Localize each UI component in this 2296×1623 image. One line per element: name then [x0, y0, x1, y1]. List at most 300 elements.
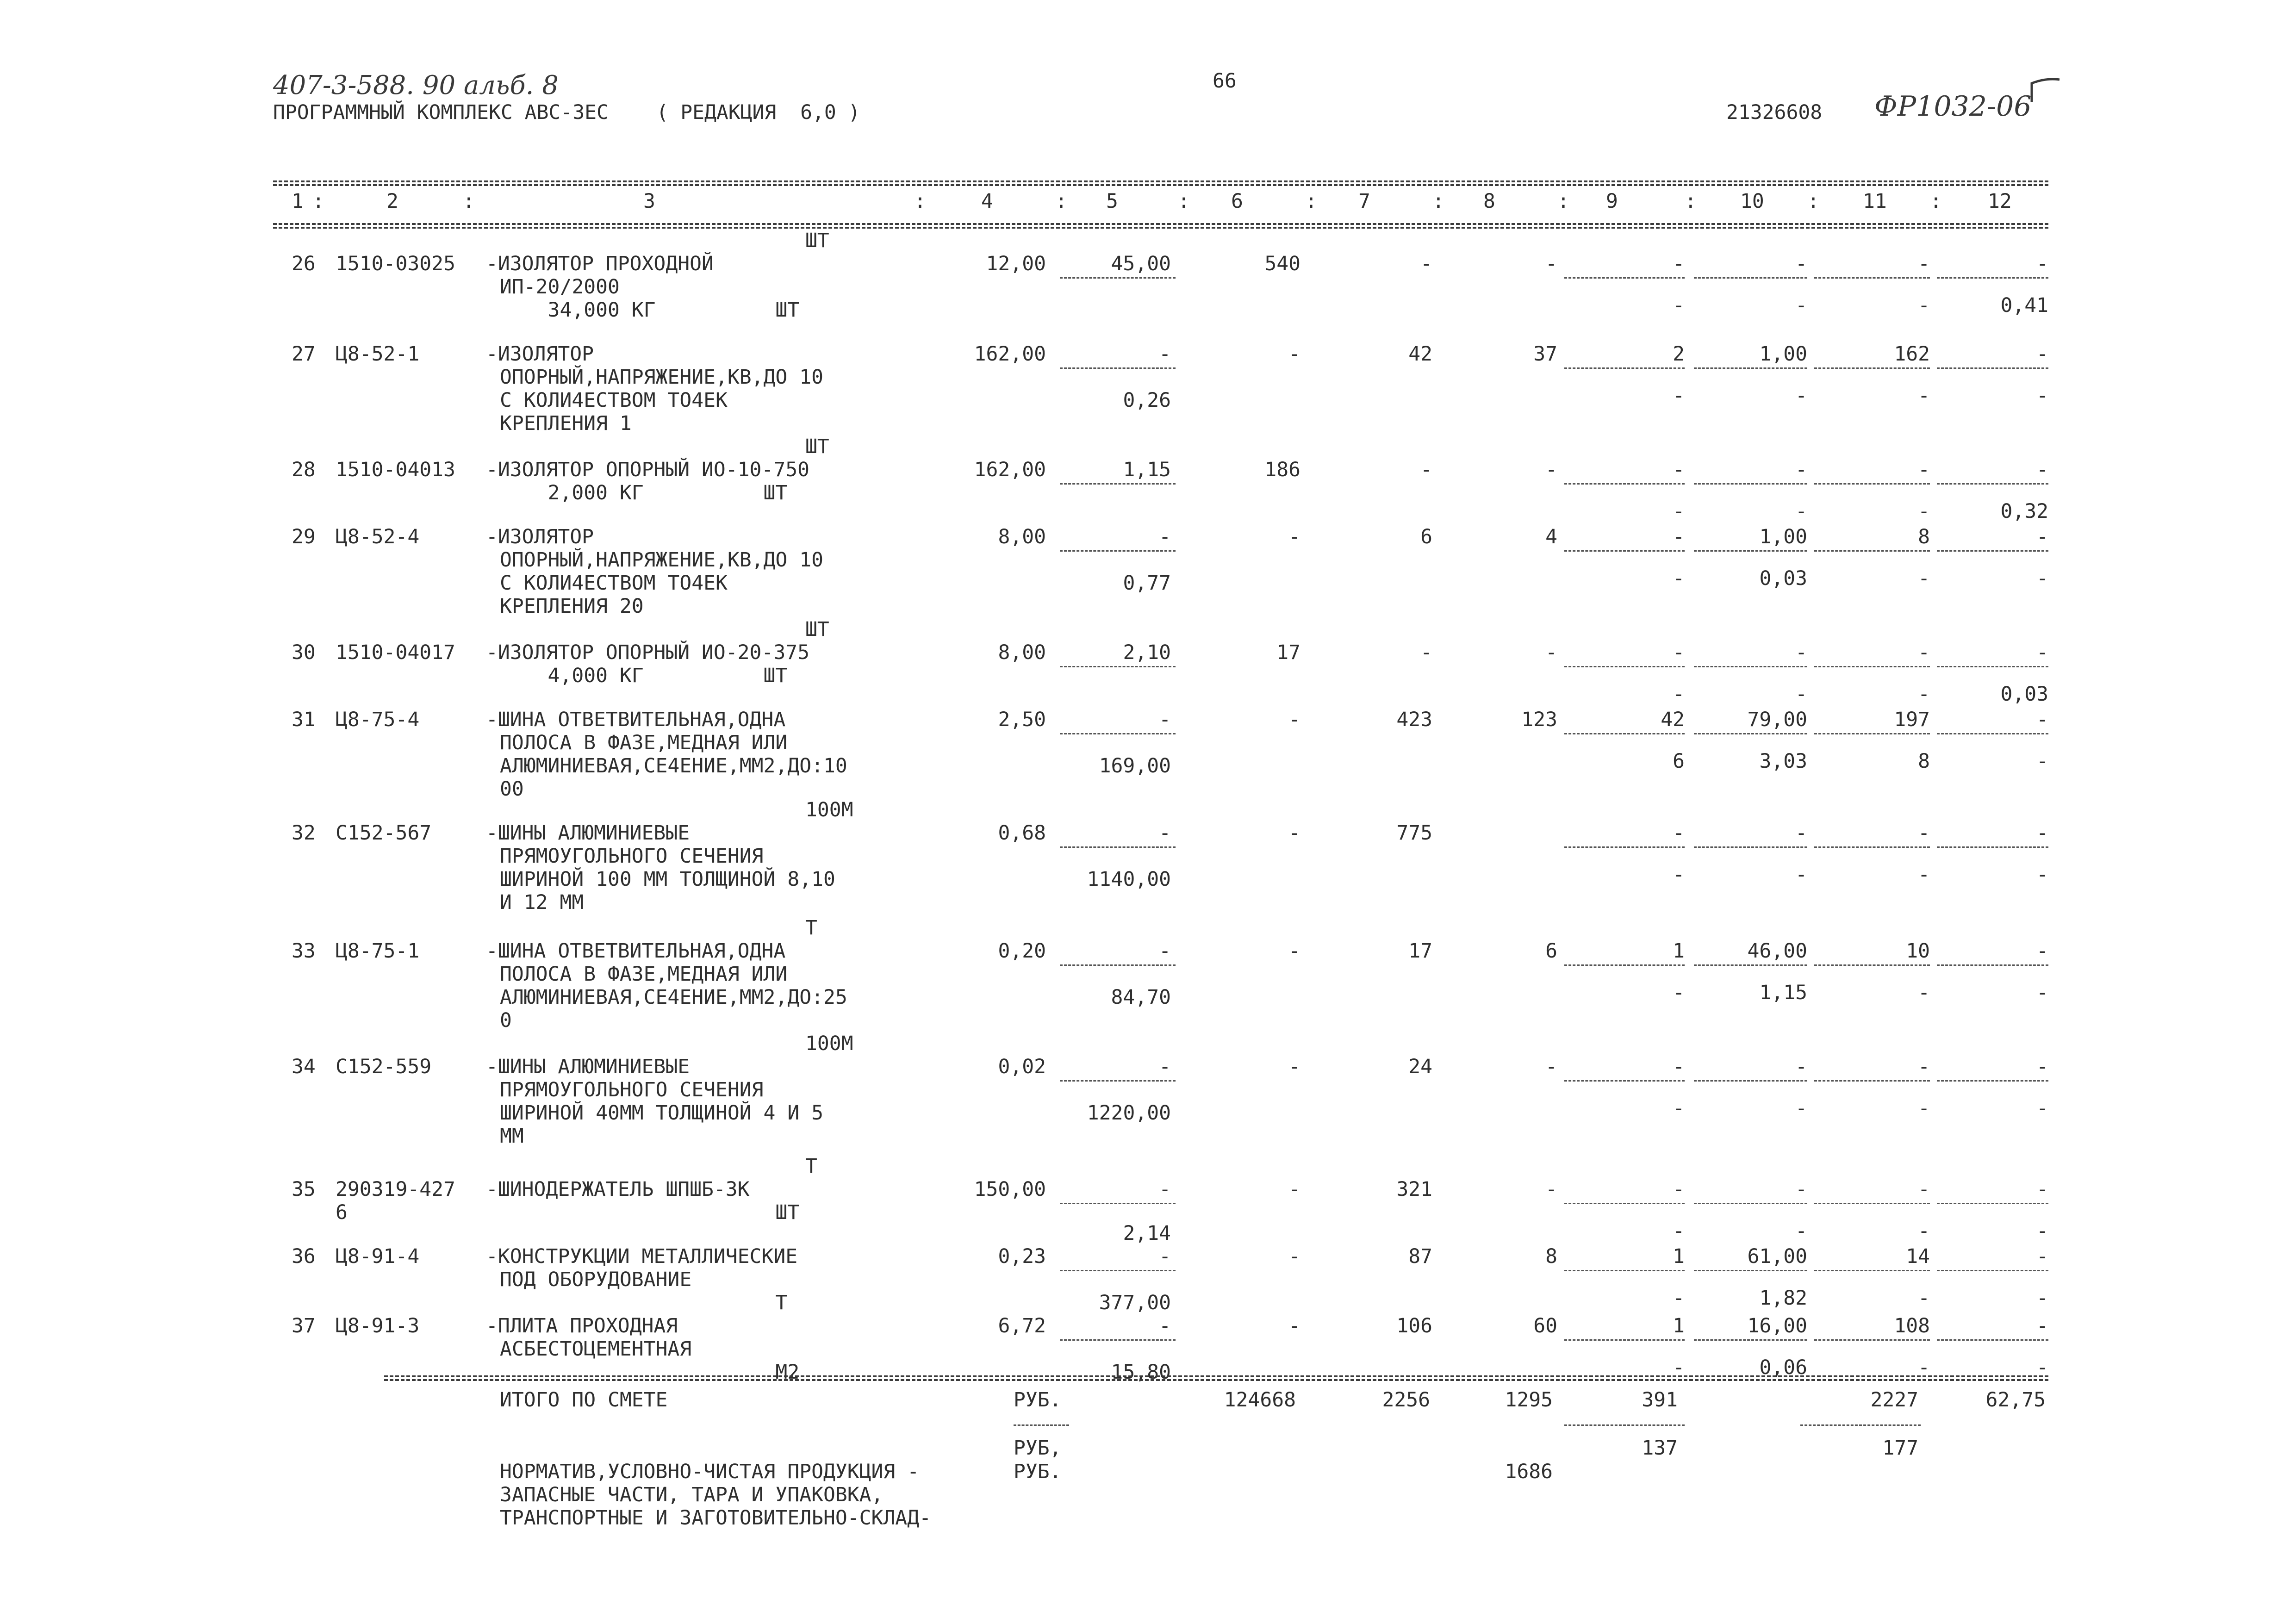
row-35-c11-underline: [1814, 1203, 1930, 1204]
row-35-number: 35: [292, 1178, 316, 1201]
row-26-c9b: -: [1673, 294, 1685, 317]
row-28-c10-underline: [1694, 483, 1807, 485]
row-30-name-line: -ИЗОЛЯТОР ОПОРНЫЙ ИО-20-375: [486, 641, 809, 664]
row-37-c4: 6,72: [998, 1314, 1046, 1337]
row-34-name-line: ШИРИНОЙ 40ММ ТОЛЩИНОЙ 4 И 5: [500, 1101, 823, 1125]
row-32-c9-underline: [1564, 846, 1685, 848]
document-code: 21326608: [1726, 101, 1823, 124]
row-28-c9-underline: [1564, 483, 1685, 485]
row-31-c12-underline: [1937, 733, 2048, 734]
row-37-number: 37: [292, 1314, 316, 1337]
row-33-unit: Т: [805, 916, 817, 939]
row-35-c12-underline: [1937, 1203, 2048, 1204]
row-33-c12-underline: [1937, 964, 2048, 966]
row-30-number: 30: [292, 641, 316, 664]
row-34-c12: -: [2036, 1055, 2048, 1078]
row-34-c10-underline: [1694, 1080, 1807, 1082]
column-header-3: 3: [643, 190, 655, 213]
row-30-unit: ШТ: [805, 618, 829, 641]
totals-rule: [384, 1375, 2048, 1377]
row-30-code: 1510-04017: [336, 641, 455, 664]
row-27-c9: 2: [1673, 342, 1685, 366]
row-26-c5-underline: [1060, 277, 1176, 279]
row-26-c7: -: [1420, 252, 1432, 275]
corner-mark-icon: [2027, 74, 2064, 106]
row-36-c10b: 1,82: [1759, 1287, 1807, 1310]
row-34-c9b: -: [1673, 1097, 1685, 1120]
row-32-c11: -: [1918, 821, 1930, 845]
row-31-name-line: ПОЛОСА В ФАЗЕ,МЕДНАЯ ИЛИ: [500, 731, 788, 754]
row-34-c12b: -: [2036, 1097, 2048, 1120]
row-27-c9-underline: [1564, 367, 1685, 369]
row-36-c11b: -: [1918, 1287, 1930, 1310]
row-28-number: 28: [292, 458, 316, 481]
row-37-c5-underline: [1060, 1339, 1176, 1341]
row-28-c6: 186: [1264, 458, 1300, 481]
row-29-c10: 1,00: [1759, 525, 1807, 548]
row-33-c10: 46,00: [1747, 939, 1807, 963]
totals-c6: 124668: [1224, 1388, 1296, 1412]
row-37-c8: 60: [1533, 1314, 1557, 1337]
row-27-name-line: -ИЗОЛЯТОР: [486, 342, 594, 366]
row-30-c5-underline: [1060, 666, 1176, 667]
row-27-c10: 1,00: [1759, 342, 1807, 366]
row-32-name-line: ШИРИНОЙ 100 ММ ТОЛЩИНОЙ 8,10: [500, 868, 835, 891]
row-26-c11: -: [1918, 252, 1930, 275]
row-34-number: 34: [292, 1055, 316, 1078]
row-28-c9: -: [1673, 458, 1685, 481]
row-31-c5: -: [1159, 708, 1171, 731]
row-30-c10-underline: [1694, 666, 1807, 667]
row-29-c5: -: [1159, 525, 1171, 548]
page-number: 66: [1213, 69, 1237, 93]
row-26-name-line: -ИЗОЛЯТОР ПРОХОДНОЙ: [486, 252, 714, 275]
row-26-name-line: ИП-20/2000: [500, 275, 620, 298]
column-separator: :: [312, 190, 324, 213]
row-37-c12b: -: [2036, 1356, 2048, 1379]
header-bottom-rule: [273, 223, 2048, 225]
row-29-c9b: -: [1673, 567, 1685, 590]
row-31-c8: 123: [1521, 708, 1557, 731]
row-28-code: 1510-04013: [336, 458, 455, 481]
row-33-c11: 10: [1906, 939, 1930, 963]
row-32-name-line: И 12 ММ: [500, 891, 584, 914]
row-37-c9b: -: [1673, 1356, 1685, 1379]
row-30-c10: -: [1795, 641, 1807, 664]
row-28-unit: ШТ: [805, 435, 829, 458]
row-31-c5b: 169,00: [1099, 754, 1171, 777]
row-29-c8: 4: [1545, 525, 1557, 548]
row-27-code: Ц8-52-1: [336, 342, 420, 366]
row-37-c7: 106: [1396, 1314, 1432, 1337]
row-31-name-line: -ШИНА ОТВЕТВИТЕЛЬНАЯ,ОДНА: [486, 708, 786, 731]
row-35-c5: -: [1159, 1178, 1171, 1201]
row-27-c6: -: [1288, 342, 1300, 366]
row-36-c9-underline: [1564, 1270, 1685, 1271]
row-32-c4: 0,68: [998, 821, 1046, 845]
row-34-name-line: -ШИНЫ АЛЮМИНИЕВЫЕ: [486, 1055, 690, 1078]
row-37-c9: 1: [1673, 1314, 1685, 1337]
row-27-name-line: КРЕПЛЕНИЯ 1: [500, 412, 632, 435]
row-34-c5-underline: [1060, 1080, 1176, 1082]
column-separator: :: [1557, 190, 1569, 213]
row-35-name-line: ШТ: [500, 1201, 800, 1224]
totals-label: ИТОГО ПО СМЕТЕ: [500, 1388, 668, 1412]
row-26-c10b: -: [1795, 294, 1807, 317]
row-31-number: 31: [292, 708, 316, 731]
row-30-c7: -: [1420, 641, 1432, 664]
row-32-c5b: 1140,00: [1087, 868, 1171, 891]
row-36-c12b: -: [2036, 1287, 2048, 1310]
row-37-c5b: 15,80: [1111, 1361, 1171, 1384]
row-27-c12-underline: [1937, 367, 2048, 369]
row-36-code: Ц8-91-4: [336, 1245, 420, 1268]
row-34-c11b: -: [1918, 1097, 1930, 1120]
row-36-c12-underline: [1937, 1270, 2048, 1271]
row-32-c12-underline: [1937, 846, 2048, 848]
row-37-c10-underline: [1694, 1339, 1807, 1341]
row-29-c12-underline: [1937, 550, 2048, 552]
norm-unit: РУБ.: [1014, 1460, 1062, 1483]
row-29-c4: 8,00: [998, 525, 1046, 548]
row-31-c10-underline: [1694, 733, 1807, 734]
row-26-c5: 45,00: [1111, 252, 1171, 275]
row-27-c5b: 0,26: [1123, 389, 1171, 412]
row-33-name-line: АЛЮМИНИЕВАЯ,СЕ4ЕНИЕ,ММ2,ДО:25: [500, 986, 847, 1009]
row-27-c5: -: [1159, 342, 1171, 366]
column-header-5: 5: [1106, 190, 1118, 213]
row-36-c5-above: 2,14: [1123, 1222, 1171, 1245]
row-30-name-line: 4,000 КГ ШТ: [500, 664, 788, 687]
totals-c9: 391: [1642, 1388, 1678, 1412]
column-header-2: 2: [386, 190, 398, 213]
column-header-12: 12: [1988, 190, 2012, 213]
row-36-name-line: Т: [500, 1291, 788, 1314]
row-30-c5: 2,10: [1123, 641, 1171, 664]
row-37-c5: -: [1159, 1314, 1171, 1337]
row-36-c9: 1: [1673, 1245, 1685, 1268]
row-36-c9b: -: [1673, 1287, 1685, 1310]
row-30-c11: -: [1918, 641, 1930, 664]
row-29-number: 29: [292, 525, 316, 548]
totals-unit-2: РУБ,: [1014, 1436, 1062, 1460]
handwritten-reference: 407-3-588. 90 альб. 8: [273, 70, 559, 100]
row-30-c12-underline: [1937, 666, 2048, 667]
row-30-c6: 17: [1276, 641, 1300, 664]
row-26-c12b: 0,41: [2000, 294, 2048, 317]
row-31-c12b: -: [2036, 750, 2048, 773]
row-27-name-line: ОПОРНЫЙ,НАПРЯЖЕНИЕ,КВ,ДО 10: [500, 366, 823, 389]
row-32-code: С152-567: [336, 821, 432, 845]
row-33-c6: -: [1288, 939, 1300, 963]
row-27-c12: -: [2036, 342, 2048, 366]
row-29-name-line: ОПОРНЫЙ,НАПРЯЖЕНИЕ,КВ,ДО 10: [500, 548, 823, 572]
row-35-c5-underline: [1060, 1203, 1176, 1204]
row-37-name-line: АСБЕСТОЦЕМЕНТНАЯ: [500, 1337, 692, 1361]
row-31-c5-underline: [1060, 733, 1176, 734]
row-34-c4: 0,02: [998, 1055, 1046, 1078]
totals-c11: 2227: [1870, 1388, 1918, 1412]
row-31-c11b: 8: [1918, 750, 1930, 773]
row-28-c11b: -: [1918, 500, 1930, 523]
column-header-4: 4: [981, 190, 993, 213]
column-header-9: 9: [1606, 190, 1618, 213]
row-28-c10b: -: [1795, 500, 1807, 523]
row-26-c11b: -: [1918, 294, 1930, 317]
row-36-c7: 87: [1408, 1245, 1432, 1268]
row-33-c9-underline: [1564, 964, 1685, 966]
header-bottom-rule-2: [273, 227, 2048, 229]
program-line: ПРОГРАММНЫЙ КОМПЛЕКС АВС-3ЕС ( РЕДАКЦИЯ 6,0 ): [273, 101, 860, 124]
row-26-c6: 540: [1264, 252, 1300, 275]
row-28-c11-underline: [1814, 483, 1930, 485]
row-26-c11-underline: [1814, 277, 1930, 279]
row-37-code: Ц8-91-3: [336, 1314, 420, 1337]
row-27-number: 27: [292, 342, 316, 366]
row-35-c9: -: [1673, 1178, 1685, 1201]
column-separator: :: [1930, 190, 1942, 213]
row-33-c9b: -: [1673, 981, 1685, 1004]
row-34-c5b: 1220,00: [1087, 1101, 1171, 1125]
row-27-name-line: С КОЛИ4ЕСТВОМ ТО4ЕК: [500, 389, 728, 412]
header-top-rule: [273, 180, 2048, 182]
row-32-c10b: -: [1795, 863, 1807, 886]
totals-c12: 62,75: [1985, 1388, 2046, 1412]
row-34-c10: -: [1795, 1055, 1807, 1078]
row-27-c4: 162,00: [974, 342, 1046, 366]
row-31-c4: 2,50: [998, 708, 1046, 731]
row-30-c12: -: [2036, 641, 2048, 664]
row-32-c10: -: [1795, 821, 1807, 845]
row-27-c11b: -: [1918, 384, 1930, 407]
row-37-c10: 16,00: [1747, 1314, 1807, 1337]
row-33-number: 33: [292, 939, 316, 963]
column-header-6: 6: [1231, 190, 1243, 213]
row-31-c9-underline: [1564, 733, 1685, 734]
row-33-c10-underline: [1694, 964, 1807, 966]
row-33-c9: 1: [1673, 939, 1685, 963]
row-27-c9b: -: [1673, 384, 1685, 407]
row-32-c11-underline: [1814, 846, 1930, 848]
row-32-name-line: -ШИНЫ АЛЮМИНИЕВЫЕ: [486, 821, 690, 845]
column-separator: :: [1055, 190, 1067, 213]
row-34-unit: 100М: [805, 1032, 853, 1055]
row-26-c8: -: [1545, 252, 1557, 275]
totals-c11-underline: [1800, 1424, 1921, 1426]
row-34-c12-underline: [1937, 1080, 2048, 1082]
row-33-c12b: -: [2036, 981, 2048, 1004]
totals-rule-2: [384, 1379, 2048, 1381]
row-31-c7: 423: [1396, 708, 1432, 731]
row-36-c5b: 377,00: [1099, 1291, 1171, 1314]
row-29-c11b: -: [1918, 567, 1930, 590]
row-36-c11: 14: [1906, 1245, 1930, 1268]
row-36-c10-underline: [1694, 1270, 1807, 1271]
row-28-c12-underline: [1937, 483, 2048, 485]
row-36-c5-underline: [1060, 1270, 1176, 1271]
row-35-c9-underline: [1564, 1203, 1685, 1204]
norm-line-2: ЗАПАСНЫЕ ЧАСТИ, ТАРА И УПАКОВКА,: [500, 1483, 884, 1506]
row-28-c4: 162,00: [974, 458, 1046, 481]
row-29-name-line: С КОЛИ4ЕСТВОМ ТО4ЕК: [500, 572, 728, 595]
row-37-c10b: 0,06: [1759, 1356, 1807, 1379]
row-30-c10b: -: [1795, 683, 1807, 706]
row-36-c6: -: [1288, 1245, 1300, 1268]
row-35-c4: 150,00: [974, 1178, 1046, 1201]
row-26-c4: 12,00: [986, 252, 1046, 275]
row-28-c9b: -: [1673, 500, 1685, 523]
column-separator: :: [1807, 190, 1819, 213]
norm-line-3: ТРАНСПОРТНЫЕ И ЗАГОТОВИТЕЛЬНО-СКЛАД-: [500, 1506, 931, 1530]
row-27-c12b: -: [2036, 384, 2048, 407]
row-34-c11-underline: [1814, 1080, 1930, 1082]
column-header-8: 8: [1483, 190, 1495, 213]
row-32-c9: -: [1673, 821, 1685, 845]
row-29-code: Ц8-52-4: [336, 525, 420, 548]
row-32-c11b: -: [1918, 863, 1930, 886]
row-28-c5: 1,15: [1123, 458, 1171, 481]
row-33-name-line: 0: [500, 1009, 512, 1032]
row-37-c11-underline: [1814, 1339, 1930, 1341]
row-35-code: 290319-427: [336, 1178, 455, 1201]
row-30-c12b: 0,03: [2000, 683, 2048, 706]
row-29-c5b: 0,77: [1123, 572, 1171, 595]
row-31-c9b: 6: [1673, 750, 1685, 773]
row-28-c5-underline: [1060, 483, 1176, 485]
row-30-c4: 8,00: [998, 641, 1046, 664]
row-34-name-line: ПРЯМОУГОЛЬНОГО СЕЧЕНИЯ: [500, 1078, 764, 1101]
row-32-c12: -: [2036, 821, 2048, 845]
row-36-name-line: -КОНСТРУКЦИИ МЕТАЛЛИЧЕСКИЕ: [486, 1245, 798, 1268]
row-30-c9: -: [1673, 641, 1685, 664]
row-31-c11-underline: [1814, 733, 1930, 734]
row-36-c10: 61,00: [1747, 1245, 1807, 1268]
row-35-c10-underline: [1694, 1203, 1807, 1204]
row-33-c5b: 84,70: [1111, 986, 1171, 1009]
column-header-7: 7: [1358, 190, 1370, 213]
row-31-c11: 197: [1894, 708, 1930, 731]
row-32-c10-underline: [1694, 846, 1807, 848]
row-33-code: Ц8-75-1: [336, 939, 420, 963]
row-35-c11b: -: [1918, 1219, 1930, 1243]
column-header-1: 1: [292, 190, 304, 213]
row-29-c9-underline: [1564, 550, 1685, 552]
row-28-c12b: 0,32: [2000, 500, 2048, 523]
row-33-c10b: 1,15: [1759, 981, 1807, 1004]
totals-unit: РУБ.: [1014, 1388, 1062, 1412]
row-34-c7: 24: [1408, 1055, 1432, 1078]
row-35-c10: -: [1795, 1178, 1807, 1201]
row-35-c12: -: [2036, 1178, 2048, 1201]
row-29-c12b: -: [2036, 567, 2048, 590]
row-31-name-line: 00: [500, 777, 524, 801]
row-28-c7: -: [1420, 458, 1432, 481]
row-36-c8: 8: [1545, 1245, 1557, 1268]
row-31-code: Ц8-75-4: [336, 708, 420, 731]
row-33-name-line: ПОЛОСА В ФАЗЕ,МЕДНАЯ ИЛИ: [500, 963, 788, 986]
row-34-c8: -: [1545, 1055, 1557, 1078]
totals-c7: 2256: [1382, 1388, 1430, 1412]
row-27-c10-underline: [1694, 367, 1807, 369]
row-29-c10-underline: [1694, 550, 1807, 552]
totals-c8: 1295: [1505, 1388, 1553, 1412]
row-28-c12: -: [2036, 458, 2048, 481]
row-26-c9-underline: [1564, 277, 1685, 279]
row-27-c8: 37: [1533, 342, 1557, 366]
row-26-number: 26: [292, 252, 316, 275]
row-29-c11-underline: [1814, 550, 1930, 552]
row-33-c4: 0,20: [998, 939, 1046, 963]
row-32-c9b: -: [1673, 863, 1685, 886]
row-32-unit: 100М: [805, 798, 853, 821]
row-32-c12b: -: [2036, 863, 2048, 886]
row-30-c9b: -: [1673, 683, 1685, 706]
row-35-c11: -: [1918, 1178, 1930, 1201]
row-31-c9: 42: [1661, 708, 1685, 731]
column-separator: :: [1685, 190, 1697, 213]
row-34-name-line: ММ: [500, 1125, 524, 1148]
row-28-name-line: -ИЗОЛЯТОР ОПОРНЫЙ ИО-10-750: [486, 458, 809, 481]
row-29-name-line: КРЕПЛЕНИЯ 20: [500, 595, 644, 618]
totals-unit-underline: [1014, 1424, 1069, 1426]
row-37-c12: -: [2036, 1314, 2048, 1337]
row-29-c7: 6: [1420, 525, 1432, 548]
row-33-c11b: -: [1918, 981, 1930, 1004]
row-32-c5: -: [1159, 821, 1171, 845]
row-36-c4: 0,23: [998, 1245, 1046, 1268]
row-31-c6: -: [1288, 708, 1300, 731]
row-32-c6: -: [1288, 821, 1300, 845]
row-26-unit: ШТ: [805, 229, 829, 252]
column-header-11: 11: [1863, 190, 1887, 213]
row-35-c7: 321: [1396, 1178, 1432, 1201]
row-26-c9: -: [1673, 252, 1685, 275]
row-34-c5: -: [1159, 1055, 1171, 1078]
row-32-c7: 775: [1396, 821, 1432, 845]
row-26-c12: -: [2036, 252, 2048, 275]
row-28-c10: -: [1795, 458, 1807, 481]
totals-c9b: 137: [1642, 1436, 1678, 1460]
handwritten-code: ФР1032-06: [1874, 90, 2032, 123]
row-37-c9-underline: [1564, 1339, 1685, 1341]
row-37-c11: 108: [1894, 1314, 1930, 1337]
row-30-c9-underline: [1564, 666, 1685, 667]
row-33-c8: 6: [1545, 939, 1557, 963]
row-36-c12: -: [2036, 1245, 2048, 1268]
row-34-c6: -: [1288, 1055, 1300, 1078]
row-27-c11-underline: [1814, 367, 1930, 369]
row-27-c11: 162: [1894, 342, 1930, 366]
header-top-rule-2: [273, 184, 2048, 186]
row-29-c12: -: [2036, 525, 2048, 548]
row-35-c12b: -: [2036, 1219, 2048, 1243]
row-29-c5-underline: [1060, 550, 1176, 552]
row-33-c5-underline: [1060, 964, 1176, 966]
row-36-c5: -: [1159, 1245, 1171, 1268]
row-34-code: С152-559: [336, 1055, 432, 1078]
row-28-c11: -: [1918, 458, 1930, 481]
row-33-c11-underline: [1814, 964, 1930, 966]
row-35-unit: Т: [805, 1155, 817, 1178]
column-separator: :: [463, 190, 475, 213]
row-27-c7: 42: [1408, 342, 1432, 366]
row-37-c6: -: [1288, 1314, 1300, 1337]
totals-c11b: 177: [1882, 1436, 1918, 1460]
row-26-code: 1510-03025: [336, 252, 455, 275]
row-36-c11-underline: [1814, 1270, 1930, 1271]
row-28-c8: -: [1545, 458, 1557, 481]
row-35-c8: -: [1545, 1178, 1557, 1201]
